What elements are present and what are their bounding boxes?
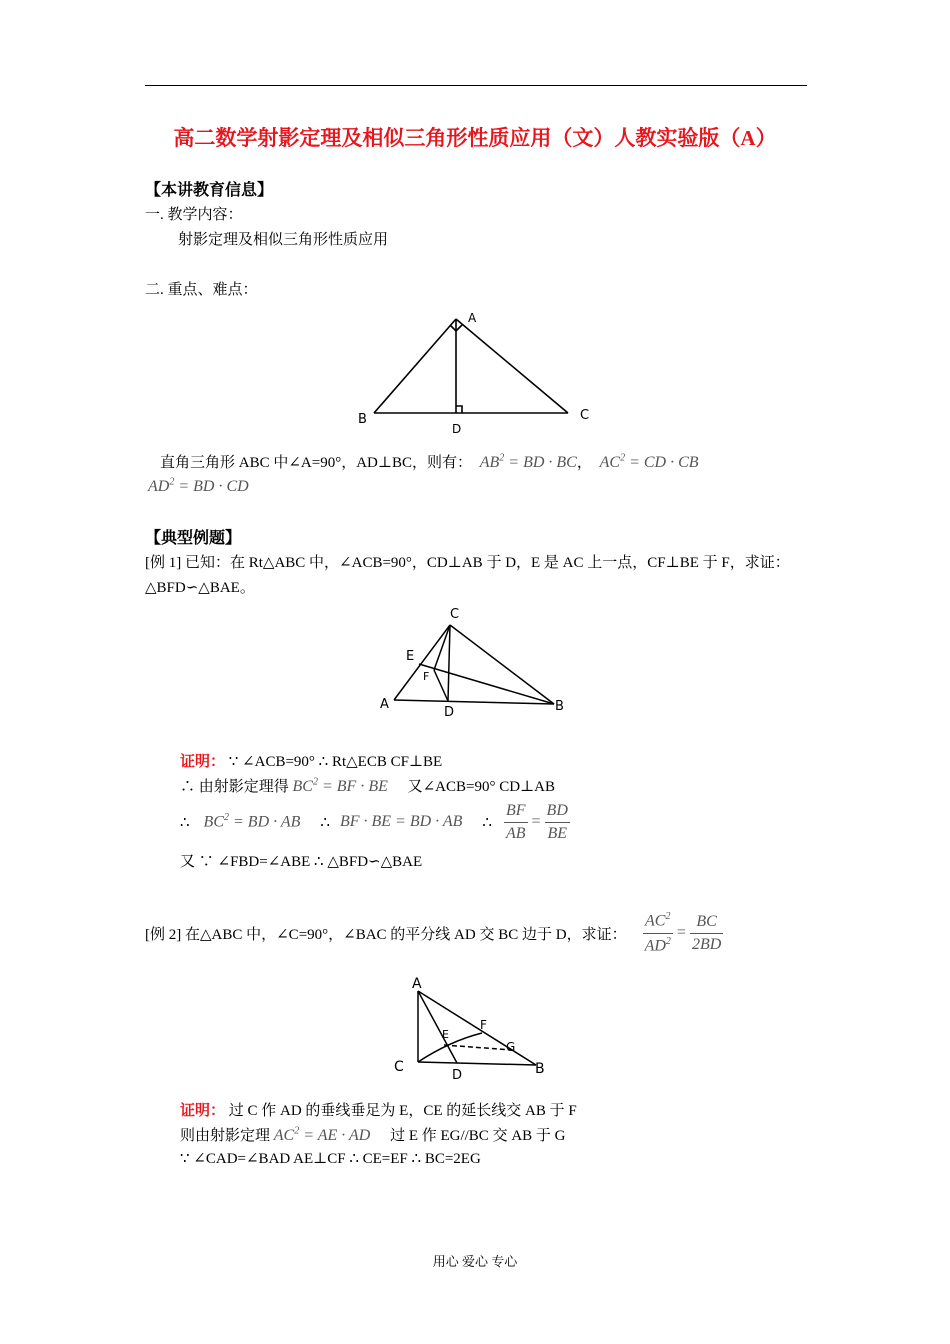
fig3-label-b: B: [535, 1061, 545, 1077]
fig2-altitude-cd: [448, 625, 450, 701]
fig1-right-angle-d: [456, 406, 462, 413]
fig2-side-cb: [450, 625, 554, 704]
theorem-text: [160, 451, 699, 472]
fig1-label-d: D: [452, 422, 462, 436]
fig3-label-e: E: [442, 1028, 449, 1041]
example2-proof-line3: ∵ ∠CAD=∠BAD AE⊥CF ∴ CE=EF ∴ BC=2EG: [180, 1151, 481, 1167]
example1-proof-text1: ∵ ∠ACB=90° ∴ Rt△ECB CF⊥BE: [228, 754, 443, 770]
example1-fraction-left: $\frac{BF}{AB}$: [505, 801, 526, 842]
example1-formula-product: BF · BE = BD · AB: [339, 813, 463, 830]
fig2-segment-cf: [434, 625, 450, 670]
fig1-label-c: C: [580, 408, 590, 423]
example2-proof-text2a: 则由射影定理: [180, 1128, 271, 1144]
fig3-segment-eg: [444, 1045, 512, 1050]
fig3-bisector-ad: [418, 991, 457, 1063]
example2-proof-line2: [180, 1124, 566, 1145]
fig2-label-a: A: [380, 697, 389, 712]
proof-label-2: 证明：: [180, 1103, 226, 1119]
theorem-formula-1: $AB^2$ = BD · BC: [479, 452, 577, 471]
example1-line1: [例 1] 已知：在 Rt△ABC 中，∠ACB=90°，CD⊥AB 于 D，E 是 AC 上一点，CF⊥BE 于 F，求证：: [145, 555, 790, 571]
example1-proof-line1: [180, 750, 442, 771]
header-rule: [145, 85, 807, 86]
figure-example1: [372, 600, 577, 725]
example2-statement: [例 2] 在△ABC 中，∠C=90°，∠BAC 的平分线 AD 交 BC 边于 D，求证：: [145, 926, 627, 943]
fig2-side-ab: [394, 700, 554, 704]
item2-label: 二. 重点、难点：: [145, 282, 258, 298]
example1-proof-text2a: ∴ 由射影定理得: [180, 779, 289, 795]
fig1-label-b: B: [358, 412, 367, 427]
figure-example2: [390, 975, 560, 1085]
example2-proof-line1: [180, 1099, 577, 1120]
example1-formula-bd-ab: $BC^2$ = BD · AB: [203, 812, 301, 831]
theorem-formula-2: $AC^2$ = CD · CB: [599, 452, 699, 471]
proof-label: 证明：: [180, 754, 226, 770]
example2-formula-ac2: $AC^2$ = AE · AD: [273, 1125, 371, 1144]
fig3-side-ab: [418, 991, 536, 1065]
fig2-segment-fd: [434, 670, 448, 701]
figure-right-triangle: [350, 305, 600, 440]
example2-proof-text2b: 过 E 作 EG//BC 交 AB 于 G: [390, 1128, 566, 1144]
example2-proof-text1: 过 C 作 AD 的垂线垂足为 E，CE 的延长线交 AB 于 F: [228, 1103, 577, 1119]
fig2-label-b: B: [555, 699, 564, 714]
fig3-label-a: A: [412, 976, 422, 992]
example1-proof-line4: 又 ∵ ∠FBD=∠ABE ∴ △BFD∽△BAE: [180, 854, 423, 870]
fig3-label-c: C: [394, 1059, 404, 1075]
example1-fraction-right: $\frac{BD}{BE}$: [546, 801, 568, 842]
example2-fraction-left: $\frac{AC^2}{AD^2}$: [644, 911, 671, 954]
example1-proof-line3: ∴ $BC^2$ = BD · AB ∴ BF · BE = BD · AB ∴ $\frac{BF}{AB}$ = $\frac{BD}{BE}$: [180, 801, 568, 842]
item1-label: 一. 教学内容：: [145, 207, 243, 223]
fig1-side-ac: [456, 319, 568, 413]
page-title: 高二数学射影定理及相似三角形性质应用（文）人教实验版（A）: [173, 126, 777, 150]
example2-line1: [例 2] 在△ABC 中，∠C=90°，∠BAC 的平分线 AD 交 BC 边于 D，求证： $\frac{AC^2}{AD^2}$ = $\frac{BC}{2BD}$: [145, 911, 722, 954]
fig2-label-e: E: [406, 649, 415, 664]
example1-line2: △BFD∽△BAE。: [145, 580, 255, 596]
page-footer: 用心 爱心 专心: [432, 1254, 518, 1269]
section-heading-examples: 【典型例题】: [145, 530, 242, 547]
theorem-formula-3: $AD^2$ = BD · CD: [148, 477, 249, 496]
fig2-segment-be: [419, 664, 554, 704]
fig3-label-f: F: [480, 1018, 487, 1032]
section-heading-info: 【本讲教育信息】: [145, 182, 274, 199]
theorem-statement: 直角三角形 ABC 中∠A=90°，AD⊥BC，则有：: [160, 455, 472, 471]
fig2-side-ac: [394, 625, 450, 700]
fig1-label-a: A: [468, 311, 477, 325]
example2-fraction-right: $\frac{BC}{2BD}$: [691, 912, 722, 953]
fig2-label-d: D: [444, 705, 455, 720]
fig2-label-c: C: [450, 607, 460, 622]
fig3-label-g: G: [506, 1040, 516, 1054]
fig1-side-ab: [374, 319, 456, 413]
theorem-comma: ，: [576, 455, 592, 471]
fig3-side-cb: [418, 1062, 536, 1065]
example1-formula-bc2: $BC^2$ = BF · BE: [292, 776, 388, 795]
fig2-label-f: F: [423, 670, 430, 683]
example1-proof-line2: [180, 775, 555, 796]
fig3-label-d: D: [452, 1068, 463, 1083]
item1-text: 射影定理及相似三角形性质应用: [178, 232, 389, 248]
example1-proof-text2b: 又∠ACB=90° CD⊥AB: [407, 779, 556, 795]
